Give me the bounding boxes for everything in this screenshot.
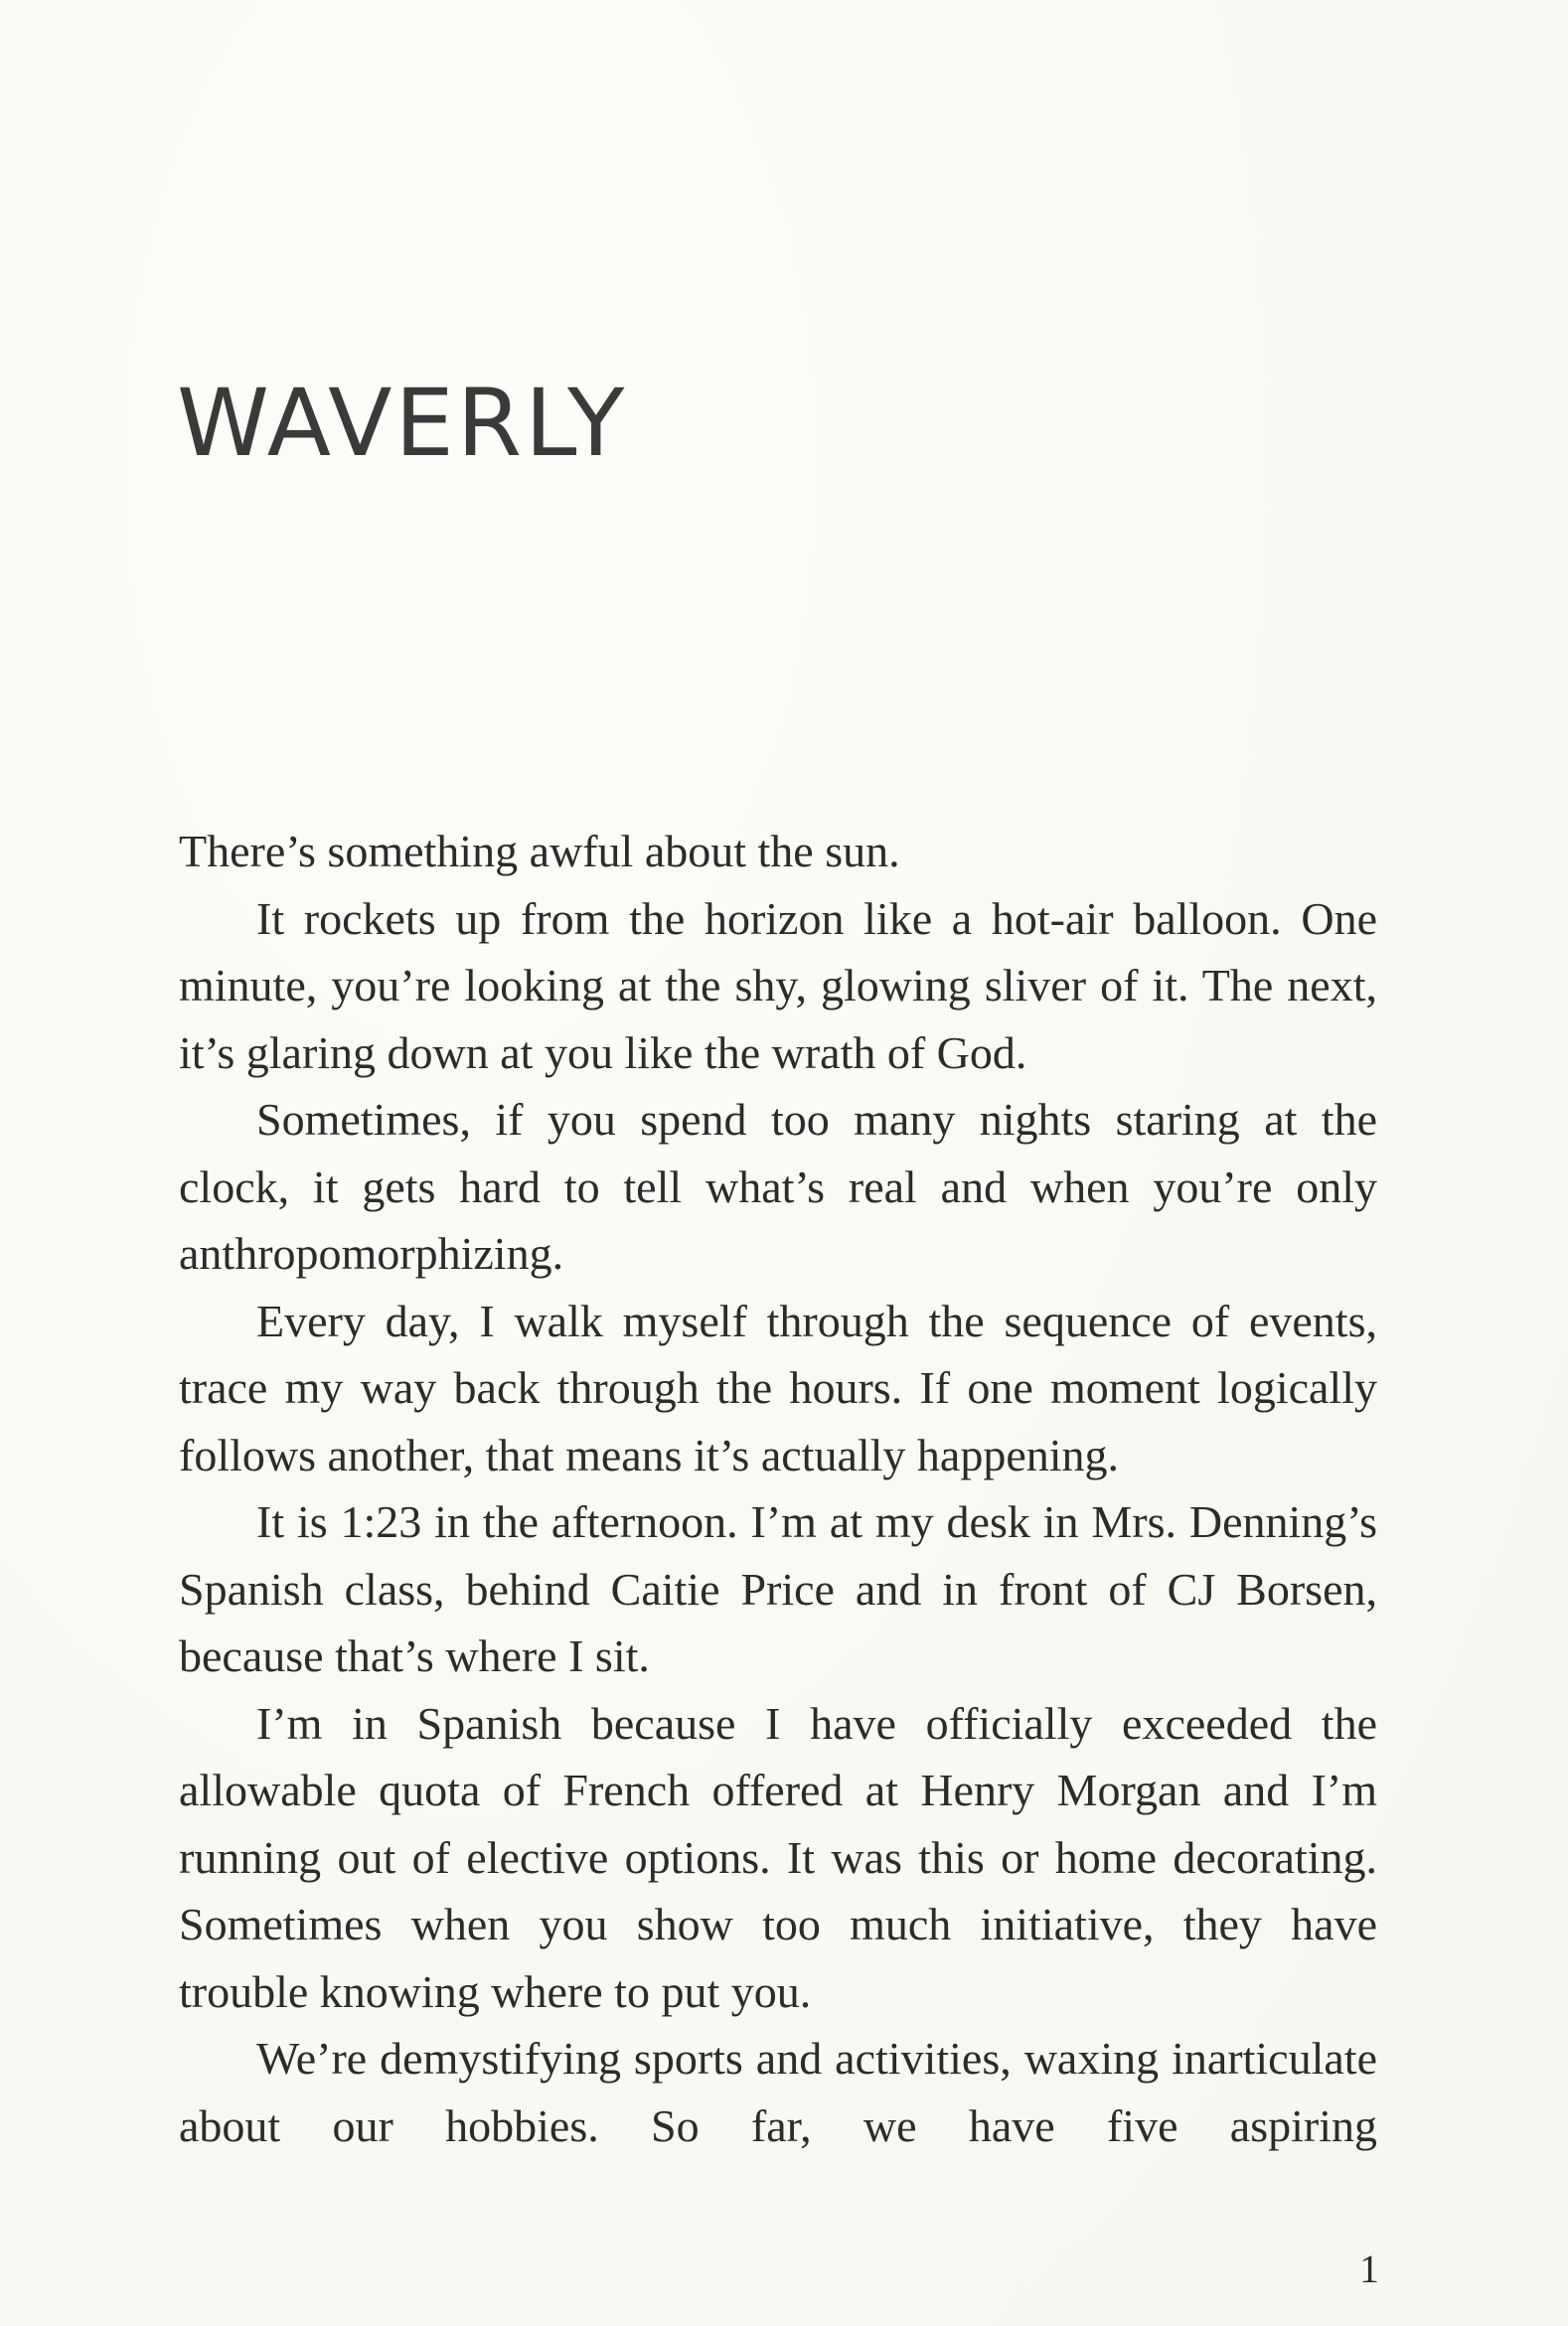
paragraph-2: It rockets up from the horizon like a hot-air balloon. One minute, you’re looking at the shy, glowing sliver of it. The next, it’s glaring down at you like the wrath of God. (179, 892, 1377, 1078)
paragraph-3: Sometimes, if you spend too many nights staring at the clock, it gets hard to tell what’s real and when you’re only anthropomorphizing. (179, 1094, 1377, 1279)
chapter-title: WAVERLY (177, 370, 628, 478)
paragraph-1: There’s something awful about the sun. (179, 826, 900, 876)
page-number: 1 (1359, 2247, 1379, 2291)
paragraph-6: I’m in Spanish because I have officially exceeded the allowable quota of French offered at Henry Morgan and I’m running out of elective options. It was this or home decorating. Sometimes when you show too much initiative, they have trouble knowing where to put you. (179, 1697, 1377, 2017)
paragraph-4: Every day, I walk myself through the sequence of events, trace my way back through the hours. If one moment logically follows another, that means it’s actually happening. (179, 1295, 1377, 1480)
paragraph-7: We’re demystifying sports and activities, waxing inarticulate about our hobbies. So far, we have five aspiring (179, 2033, 1377, 2151)
paragraph-5: It is 1:23 in the afternoon. I’m at my desk in Mrs. Denning’s Spanish class, behind Caitie Price and in front of CJ Borsen, because that’s where I sit. (179, 1496, 1377, 1681)
chapter-body (179, 818, 1377, 2159)
